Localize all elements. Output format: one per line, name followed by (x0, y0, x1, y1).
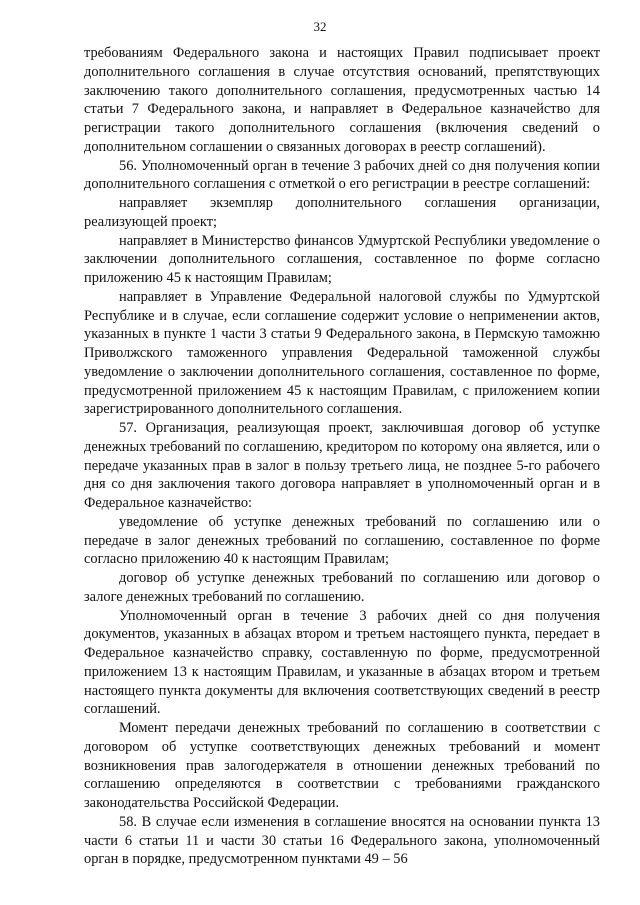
paragraph-57-part-3: Момент передачи денежных требований по соглашению в соответствии с договором об уступке соответствующих денежных требований и момент возникновения прав залогодержателя в отношении денежных требований по соглашению определяются в соответствии с требованиями гражданского законодательства Российской Федерации. (84, 720, 600, 811)
paragraph-57: 57. Организация, реализующая проект, заключившая договор об уступке денежных требований по соглашению, кредитором по которому она является, или о передаче указанных прав в залог в пользу третьего лица, не позднее 5-го рабочего дня со дня заключения такого договора направляет в уполномоченный орган и в Федеральное казначейство: (84, 420, 600, 511)
paragraph-57-item-2: договор об уступке денежных требований по соглашению или договор о залоге денежных требований по соглашению. (84, 570, 600, 605)
paragraph-56-item-1: направляет экземпляр дополнительного соглашения организации, реализующей проект; (84, 195, 600, 230)
page-number: 32 (313, 19, 327, 34)
paragraph-continuation: требованиям Федерального закона и настоящих Правил подписывает проект дополнительного соглашения в случае отсутствия оснований, препятствующих заключению такого дополнительного соглашения, предусмотренных частью 14 статьи 7 Федерального закона, и направляет в Федеральное казначейство для регистрации такого дополнительного соглашения (включения сведений о дополнительном соглашении о связанных договорах в реестр соглашений). (84, 45, 600, 155)
paragraph-58: 58. В случае если изменения в соглашение вносятся на основании пункта 13 части 6 статьи 11 и части 30 статьи 16 Федерального закона, уполномоченный орган в порядке, предусмотренном пунктами 49 – 56 (84, 813, 600, 868)
paragraph-57-part-2: Уполномоченный орган в течение 3 рабочих дней со дня получения документов, указанных в абзацах втором и третьем настоящего пункта, передает в Федеральное казначейство справку, составленную по форме, предусмотренной приложением 13 к настоящим Правилам, и указанные в абзацах втором и третьем настоящего пункта документы для включения соответствующих сведений в реестр соглашений. (84, 607, 600, 718)
paragraph-56-item-2: направляет в Министерство финансов Удмуртской Республики уведомление о заключении дополнительного соглашения, составленное по форме согласно приложению 45 к настоящим Правилам; (84, 232, 600, 286)
paragraph-56-item-3: направляет в Управление Федеральной налоговой службы по Удмуртской Республике и в случае, если соглашение содержит условие о неприменении актов, указанных в пункте 1 части 3 статьи 9 Федерального закона, в Пермскую таможню Приволжского таможенного управления Федеральной таможенной службы уведомление о заключении дополнительного соглашения, составленное по форме, предусмотренной приложением 45 к настоящим Правилам, с приложением копии зарегистрированного дополнительного соглашения. (84, 288, 600, 418)
paragraph-57-item-1: уведомление об уступке денежных требований по соглашению или о передаче в залог денежных требований по соглашению, составленное по форме согласно приложению 40 к настоящим Правилам; (84, 513, 600, 568)
paragraph-56: 56. Уполномоченный орган в течение 3 рабочих дней со дня получения копии дополнительного соглашения с отметкой о его регистрации в реестре соглашений: (84, 157, 600, 193)
document-body (84, 44, 600, 869)
